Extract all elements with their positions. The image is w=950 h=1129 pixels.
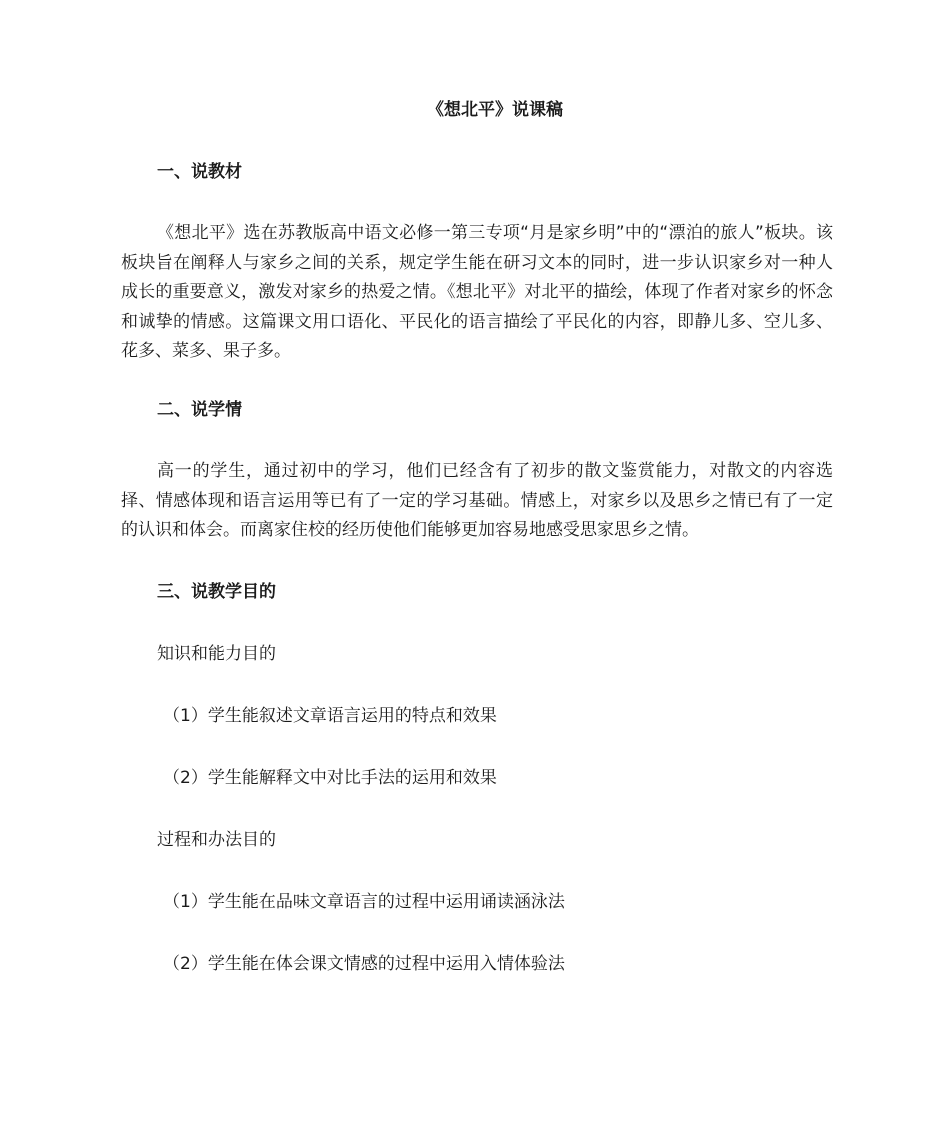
- document-title: 《想北平》说课稿: [427, 100, 563, 120]
- goal-item: （2）学生能解释文中对比手法的运用和效果: [163, 768, 497, 788]
- goal-label-process: 过程和办法目的: [157, 830, 276, 850]
- goal-item: （2）学生能在体会课文情感的过程中运用入情体验法: [163, 954, 565, 974]
- section-heading-textbook: 一、说教材: [157, 162, 242, 182]
- paragraph-textbook: 《想北平》选在苏教版高中语文必修一第三专项“月是家乡明”中的“漂泊的旅人”板块。该板块旨在阐释人与家乡之间的关系，规定学生能在研习文本的同时，进一步认识家乡对一种人成长的重要意义，激发对家乡的热爱之情。《想北平》对北平的描绘，体现了作者对家乡的怀念和诚挚的情感。这篇课文用口语化、平民化的语言描绘了平民化的内容，即静儿多、空儿多、花多、菜多、果子多。: [121, 223, 833, 361]
- goal-label-knowledge: 知识和能力目的: [157, 644, 276, 664]
- goal-item: （1）学生能在品味文章语言的过程中运用诵读涵泳法: [163, 892, 565, 912]
- section-heading-students: 二、说学情: [157, 400, 242, 420]
- goal-item: （1）学生能叙述文章语言运用的特点和效果: [163, 706, 497, 726]
- section-heading-goals: 三、说教学目的: [157, 582, 276, 602]
- paragraph-students: 高一的学生，通过初中的学习，他们已经含有了初步的散文鉴赏能力，对散文的内容选择、情感体现和语言运用等已有了一定的学习基础。情感上，对家乡以及思乡之情已有了一定的认识和体会。而离家住校的经历使他们能够更加容易地感受思家思乡之情。: [121, 461, 833, 540]
